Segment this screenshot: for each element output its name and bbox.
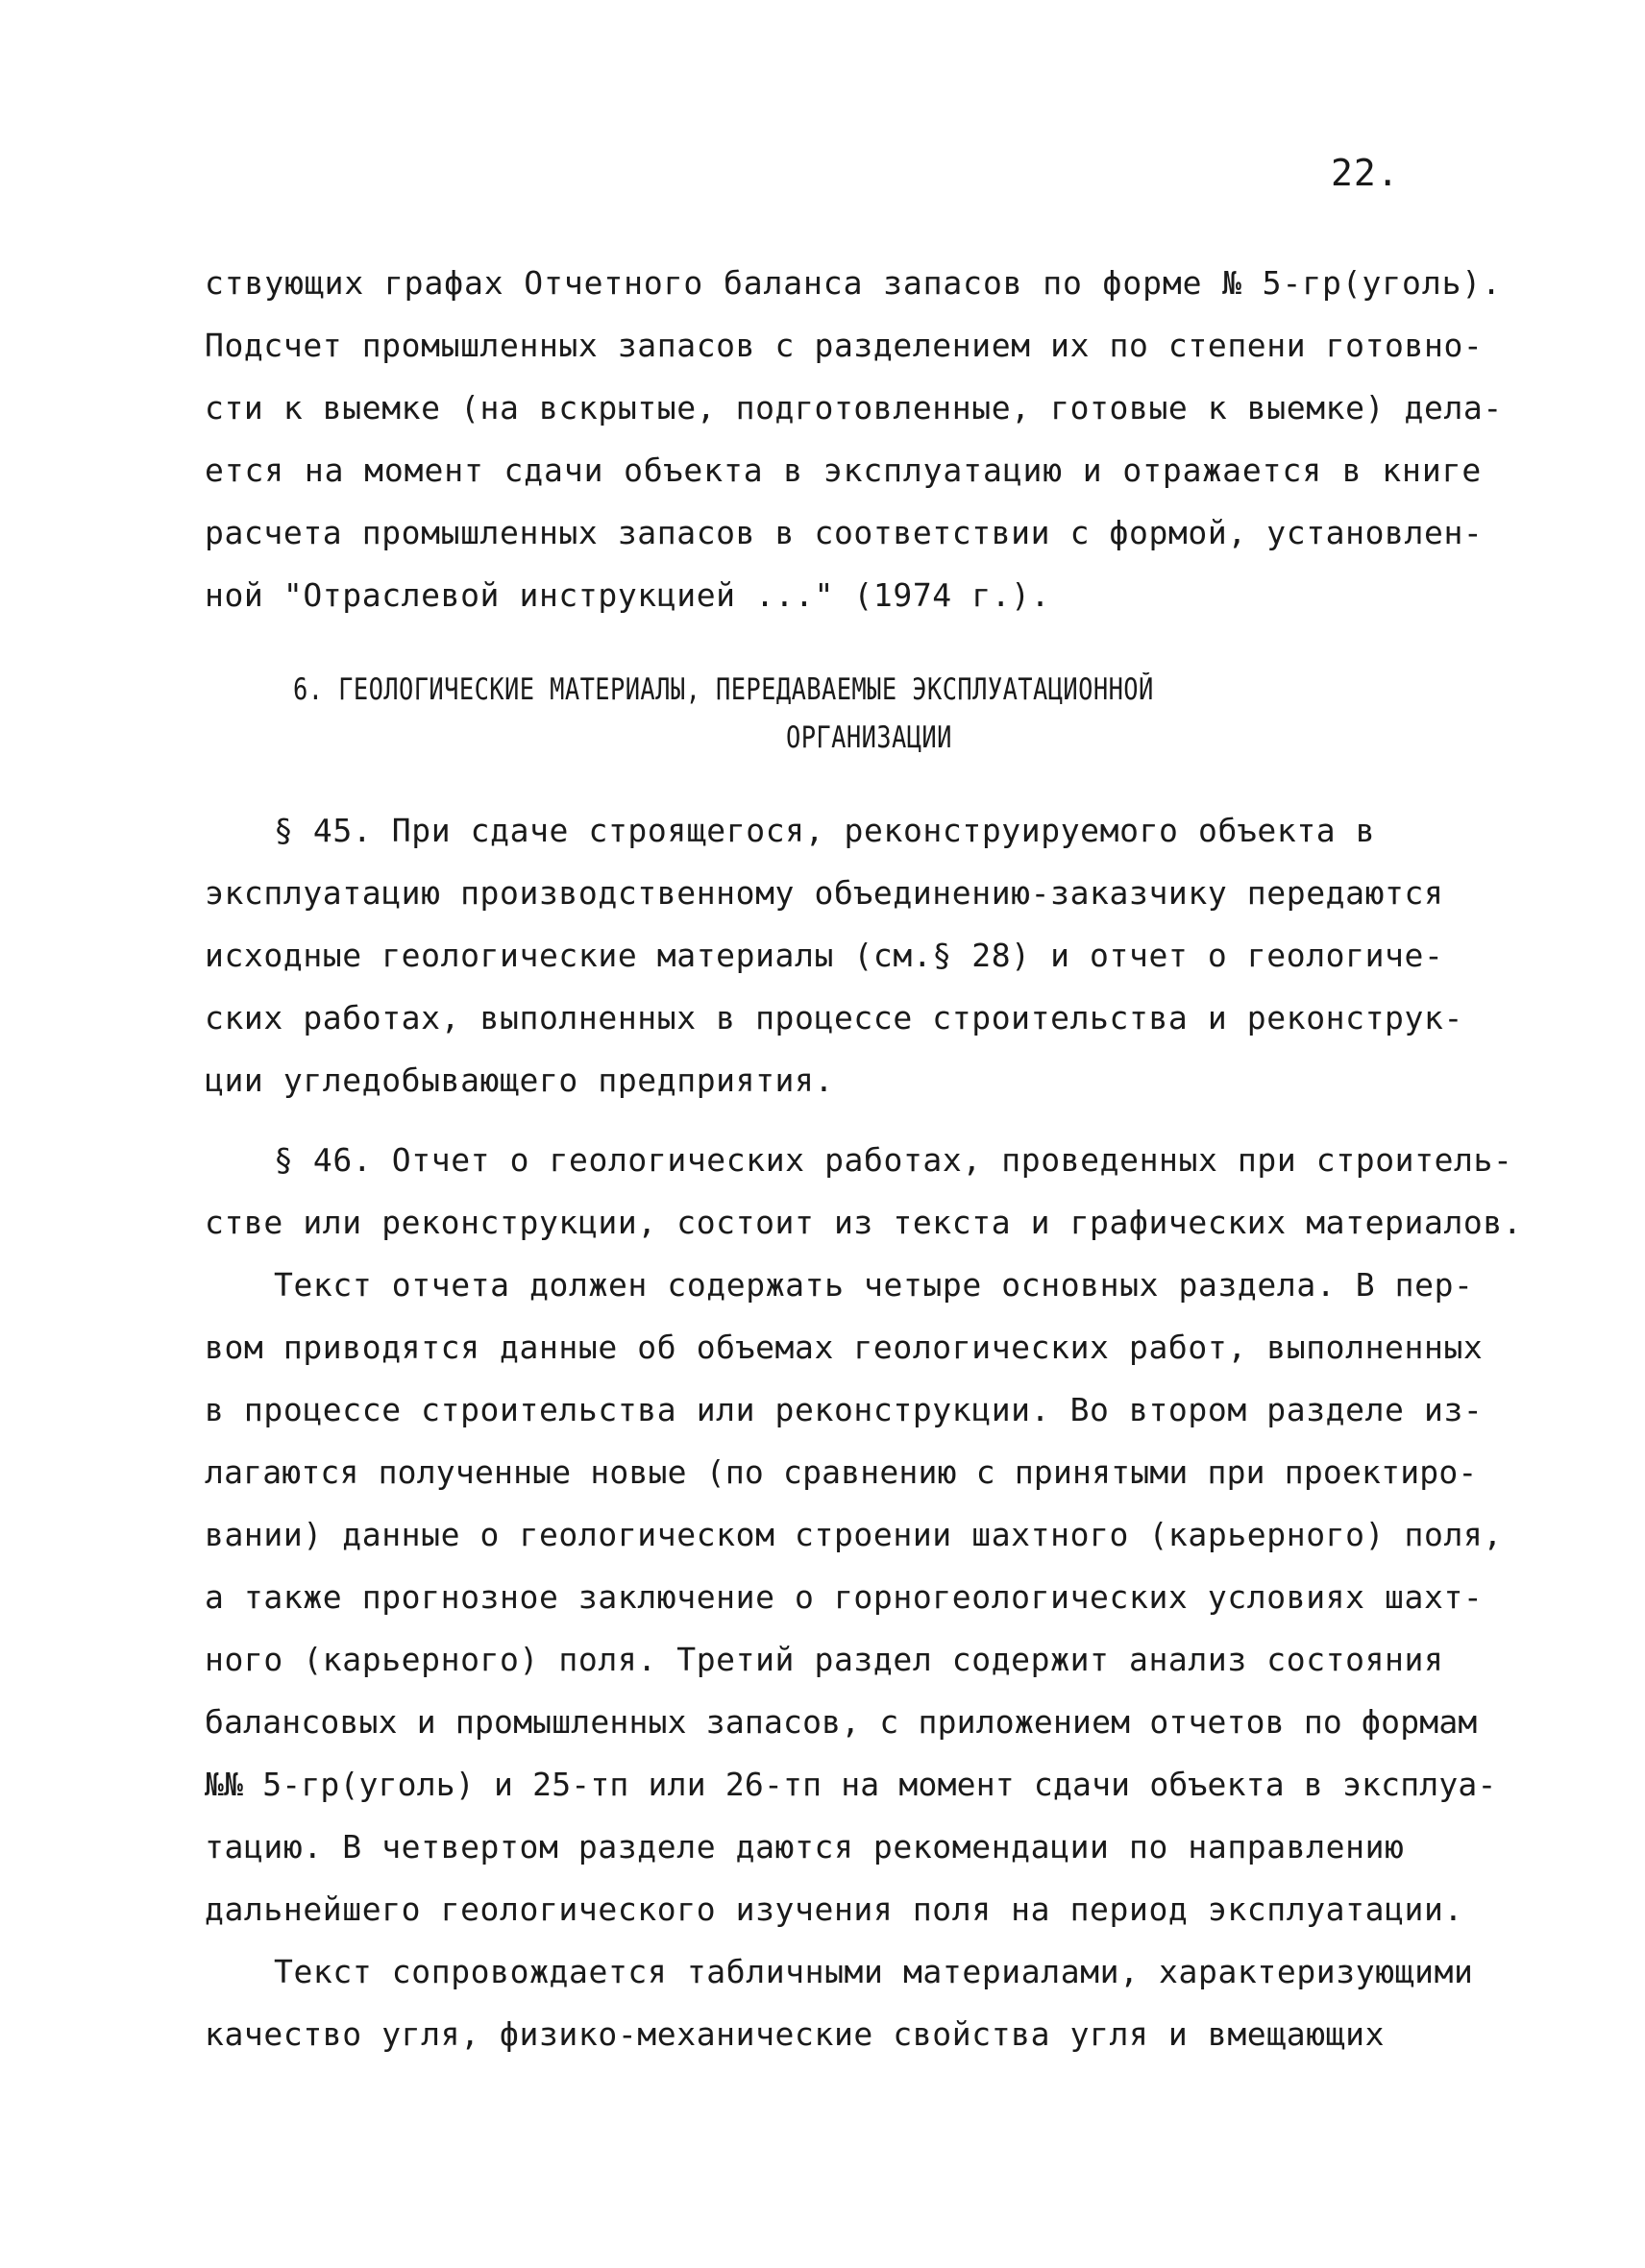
text-line: Подсчет промышленных запасов с разделением их по степени готовно-: [205, 327, 1484, 364]
text-line: а также прогнозное заключение о горногеологических условиях шахт-: [205, 1578, 1484, 1616]
text-line: ной "Отраслевой инструкцией ..." (1974 г.).: [205, 576, 1051, 614]
page-number: 22.: [1331, 152, 1400, 194]
text-line: стве или реконструкции, состоит из текста и графических материалов.: [205, 1204, 1523, 1241]
section-heading-line-2: ОРГАНИЗАЦИИ: [786, 720, 952, 755]
text-line: ских работах, выполненных в процессе строительства и реконструк-: [205, 999, 1463, 1036]
text-line: вом приводятся данные об объемах геологических работ, выполненных: [205, 1329, 1484, 1366]
text-line: ется на момент сдачи объекта в эксплуатацию и отражается в книге: [205, 451, 1483, 489]
text-line: расчета промышленных запасов в соответствии с формой, установлен-: [205, 514, 1484, 551]
text-line: лагаются полученные новые (по сравнению с принятыми при проектиро-: [205, 1453, 1478, 1491]
text-line: сти к выемке (на вскрытые, подготовленные, готовые к выемке) дела-: [205, 389, 1503, 427]
text-line: эксплуатацию производственному объединению-заказчику передаются: [205, 874, 1444, 912]
text-line: вании) данные о геологическом строении шахтного (карьерного) поля,: [205, 1516, 1503, 1553]
text-line: Текст сопровождается табличными материалами, характеризующими: [274, 1953, 1474, 1990]
text-line: исходные геологические материалы (см.§ 28) и отчет о геологиче-: [205, 937, 1444, 974]
text-line: § 46. Отчет о геологических работах, проведенных при строитель-: [274, 1141, 1513, 1179]
text-line: в процессе строительства или реконструкции. Во втором разделе из-: [205, 1391, 1484, 1428]
text-line: тацию. В четвертом разделе даются рекомендации по направлению: [205, 1828, 1405, 1866]
text-line: дальнейшего геологического изучения поля на период эксплуатации.: [205, 1890, 1463, 1928]
text-line: § 45. При сдаче строящегося, реконструируемого объекта в: [274, 812, 1376, 849]
text-line: балансовых и промышленных запасов, с приложением отчетов по формам: [205, 1703, 1478, 1741]
text-line: №№ 5-гр(уголь) и 25-тп или 26-тп на момент сдачи объекта в эксплуа-: [205, 1766, 1497, 1803]
text-line: ствующих графах Отчетного баланса запасов по форме № 5-гр(уголь).: [205, 264, 1502, 302]
text-line: ции угледобывающего предприятия.: [205, 1061, 834, 1099]
text-line: Текст отчета должен содержать четыре основных раздела. В пер-: [274, 1266, 1474, 1304]
section-heading-line-1: 6. ГЕОЛОГИЧЕСКИЕ МАТЕРИАЛЫ, ПЕРЕДАВАЕМЫЕ ЭКСПЛУАТАЦИОННОЙ: [293, 672, 1154, 707]
text-line: ного (карьерного) поля. Третий раздел содержит анализ состояния: [205, 1641, 1444, 1678]
text-line: качество угля, физико-механические свойства угля и вмещающих: [205, 2015, 1386, 2053]
